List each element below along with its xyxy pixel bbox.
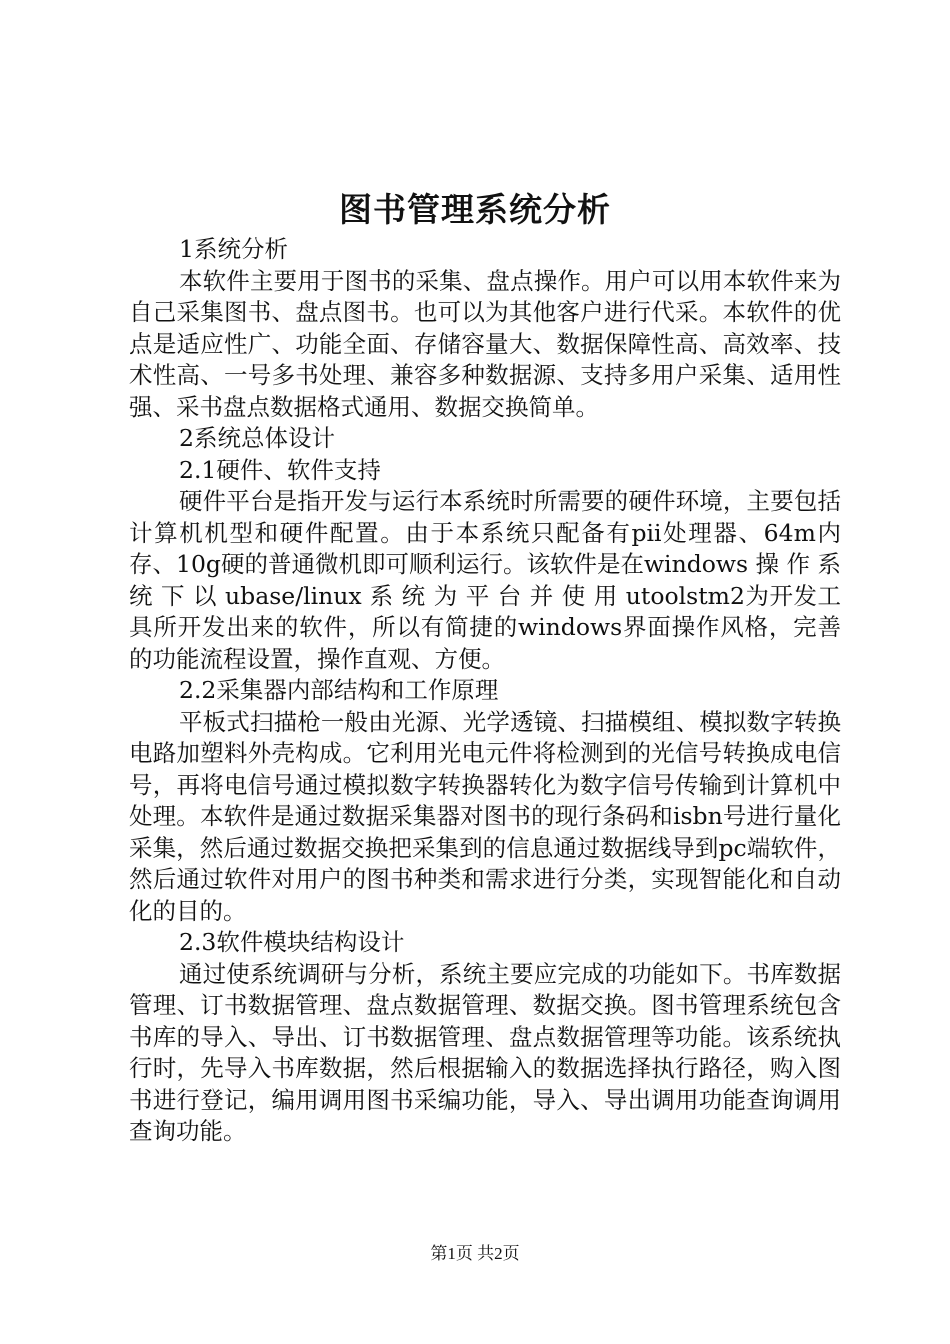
section-2-1-heading: 2.1硬件、软件支持 bbox=[179, 455, 381, 484]
section-1-heading: 1系统分析 bbox=[179, 235, 288, 263]
section-2-3-paragraph: 通过使系统调研与分析，系统主要应完成的功能如下。书库数据管理、订书数据管理、盘点数据管理、数据交换。图书管理系统包含书库的导入、导出、订书数据管理、盘点数据管理等功能。该系统执行时，先导入书库数据，然后根据输入的数据选择执行路径，购入图书进行登记，编用调用图书采编功能，导入、导出调用功能查询调用查询功能。 bbox=[129, 959, 841, 1145]
section-2-3-heading: 2.3软件模块结构设计 bbox=[179, 928, 405, 956]
document-title: 图书管理系统分析 bbox=[339, 190, 611, 229]
document-body bbox=[129, 234, 841, 1148]
section-1-paragraph: 本软件主要用于图书的采集、盘点操作。用户可以用本软件来为自己采集图书、盘点图书。也可以为其他客户进行代采。本软件的优点是适应性广、功能全面、存储容量大、数据保障性高、高效率、技术性高、一号多书处理、兼容多种数据源、支持多用户采集、适用性强、采书盘点数据格式通用、数据交换简单。 bbox=[129, 266, 841, 421]
section-2-2-heading: 2.2采集器内部结构和工作原理 bbox=[179, 676, 499, 704]
page-footer: 第1页 共2页 bbox=[430, 1244, 520, 1263]
section-2-1-paragraph: 硬件平台是指开发与运行本系统时所需要的硬件环境，主要包括计算机机型和硬件配置。由于本系统只配备有pii处理器、64m内存、10g硬的普通微机即可顺利运行。该软件是在windows 操 作 系 统 下 以 ubase/linux 系 统 为 平 台 并 使 用 utoolstm2为开发工具所开发出来的软件，所以有简捷的windows界面操作风格，完善的功能流程设置，操作直观、方便。 bbox=[129, 487, 841, 673]
section-2-2-paragraph: 平板式扫描枪一般由光源、光学透镜、扫描模组、模拟数字转换电路加塑料外壳构成。它利用光电元件将检测到的光信号转换成电信号，再将电信号通过模拟数字转换器转化为数字信号传输到计算机中处理。本软件是通过数据采集器对图书的现行条码和isbn号进行量化采集，然后通过数据交换把采集到的信息通过数据线导到pc端软件，然后通过软件对用户的图书种类和需求进行分类，实现智能化和自动化的目的。 bbox=[129, 707, 841, 925]
section-2-heading: 2系统总体设计 bbox=[179, 424, 335, 452]
